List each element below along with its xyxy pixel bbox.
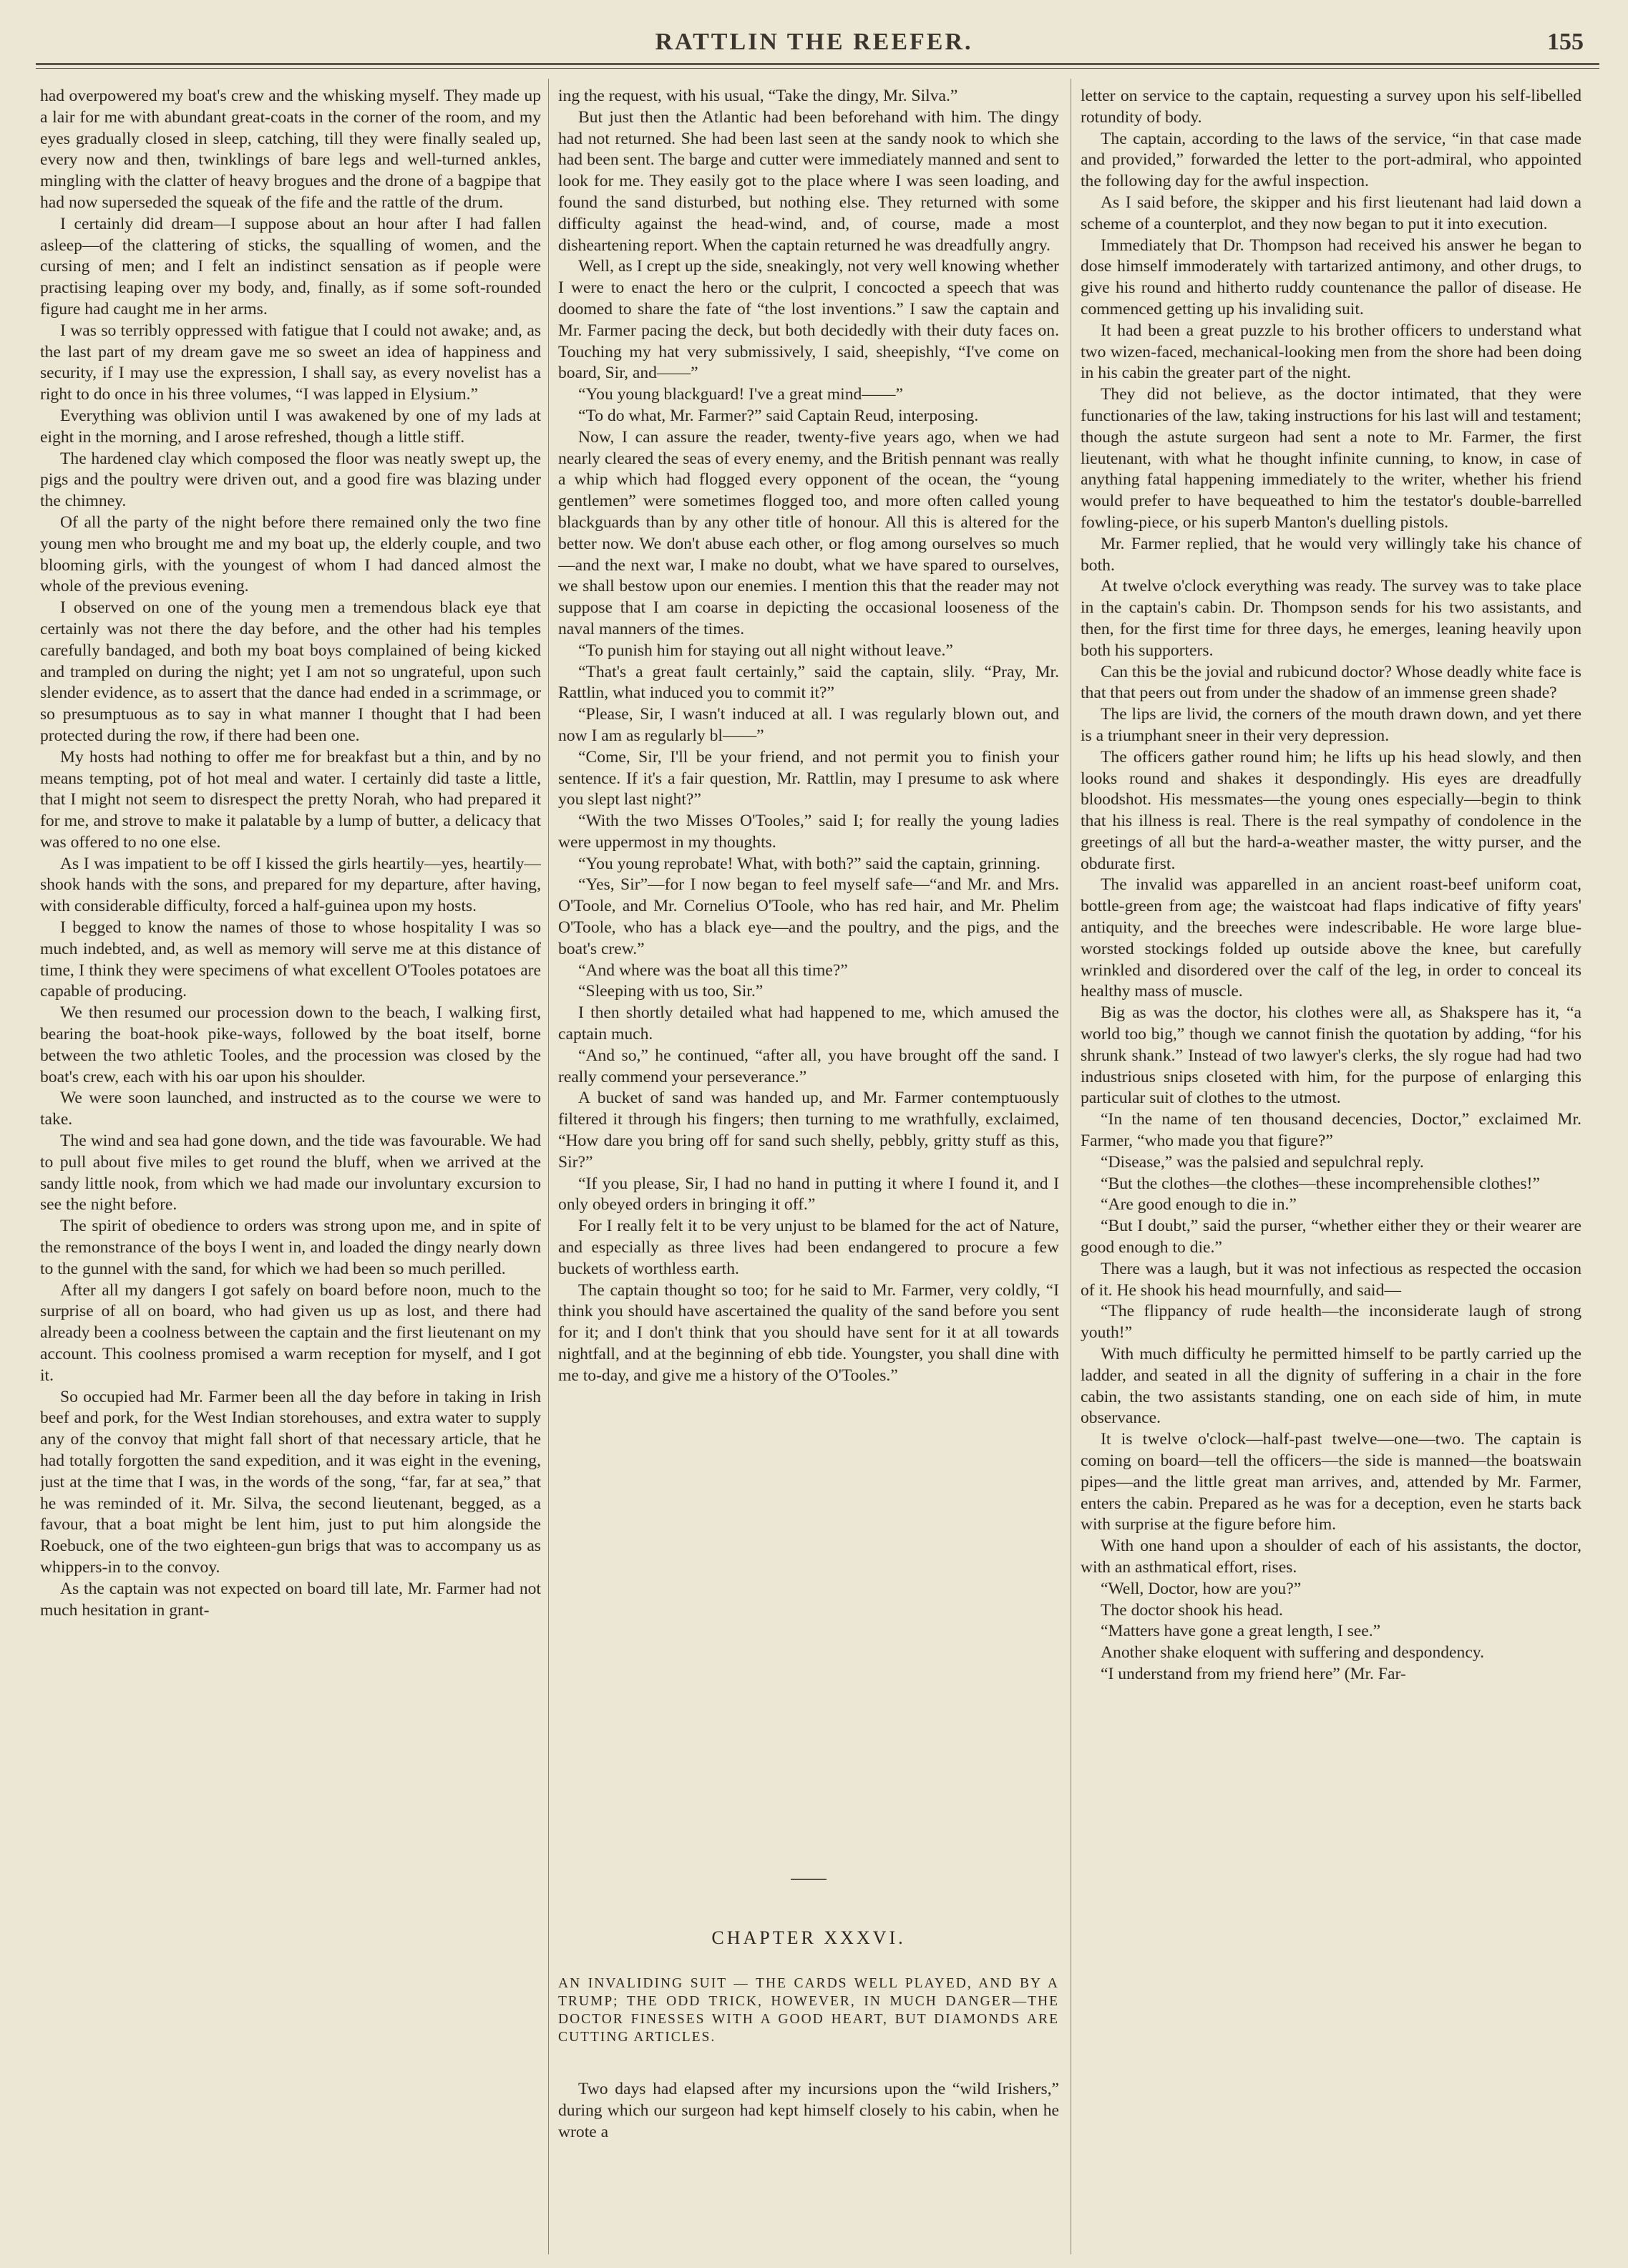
paragraph: “Come, Sir, I'll be your friend, and not permit you to finish your sentence. If it's a fair question, Mr. Rattlin, may I presume to ask where you slept last night?” — [558, 747, 1059, 809]
paragraph: “In the name of ten thousand decencies, Doctor,” exclaimed Mr. Farmer, “who made you that figure?” — [1081, 1110, 1581, 1151]
paragraph: They did not believe, as the doctor intimated, that they were functionaries of the law, taking instructions for his last will and testament; though the astute surgeon had sent a note to Mr. Farmer, the first lieutenant, with what he thought infinite cunning, to know, in case of anything fatal happening immediately to the writer, whether his friend would prefer to have bequeathed to him the testator's double-barrelled fowling-piece, or his superb Manton's duelling pistols. — [1081, 385, 1581, 532]
paragraph: Well, as I crept up the side, sneakingly, not very well knowing whether I were to enact the hero or the culprit, I concocted a speech that was doomed to share the fate of “the lost inventions.” I saw the captain and Mr. Farmer pacing the deck, but both decidedly with their duty faces on. Touching my hat very submissively, I said, sheepishly, “I've come on board, Sir, and——” — [558, 257, 1059, 383]
paragraph: “Are good enough to die in.” — [1101, 1195, 1297, 1215]
paragraph: The hardened clay which composed the floor was neatly swept up, the pigs and the poultry were driven out, and a good fire was blazing under the chimney. — [40, 449, 541, 511]
chapter-title: CHAPTER XXXVI. — [711, 1927, 906, 1948]
paragraph: With one hand upon a shoulder of each of his assistants, the doctor, with an asthmatical effort, rises. — [1081, 1537, 1581, 1577]
paragraph: But just then the Atlantic had been beforehand with him. The dingy had not returned. She had been last seen at the sandy nook to which she had been sent. The barge and cutter were immediately manned and sent to look for me. They easily got to the place where I was seen loading, and found the sand disturbed, but nothing else. They returned with some difficulty against the head-wind, and, of course, made a most disheartening report. When the captain returned he was dreadfully angry. — [558, 107, 1059, 255]
paragraph: “But the clothes—the clothes—these incomprehensible clothes!” — [1101, 1174, 1540, 1193]
paragraph: After all my dangers I got safely on board before noon, much to the surprise of all on board, who had given us up as lost, and there had already been a coolness between the captain and the first lieutenant on my account. This coolness promised a warm reception for myself, and I got it. — [40, 1280, 541, 1385]
paragraph: “Well, Doctor, how are you?” — [1101, 1579, 1302, 1598]
paragraph: “Yes, Sir”—for I now began to feel myself safe—“and Mr. and Mrs. O'Toole, and Mr. Cornelius O'Toole, who has red hair, and Mr. Phelim O'Toole, who has a black eye—and the poultry, and the pigs, and the boat's crew.” — [558, 875, 1059, 958]
paragraph: I then shortly detailed what had happened to me, which amused the captain much. — [558, 1003, 1059, 1044]
paragraph: We were soon launched, and instructed as to the course we were to take. — [40, 1089, 541, 1129]
paragraph: “With the two Misses O'Tooles,” said I; for really the young ladies were uppermost in my thoughts. — [558, 812, 1059, 852]
chapter-summary: AN INVALIDING SUIT — THE CARDS WELL PLAYED, AND BY A TRUMP; THE ODD TRICK, HOWEVER, IN MUCH DANGER—THE DOCTOR FINESSES WITH A GOOD HEART, BUT DIAMONDS ARE CUTTING ARTICLES. — [558, 1976, 1059, 2045]
paragraph: As I said before, the skipper and his first lieutenant had laid down a scheme of a counterplot, and they now began to put it into execution. — [1081, 193, 1581, 233]
chapter-divider — [791, 1879, 827, 1880]
paragraph: Big as was the doctor, his clothes were all, as Shakspere has it, “a world too big,” though we cannot finish the quotation by adding, “for his shrunk shank.” Instead of two lawyer's clerks, the sly rogue had had two industrious snips closeted with him, for the purpose of enlarging this particular suit of clothes to the utmost. — [1081, 1003, 1581, 1108]
paragraph: The officers gather round him; he lifts up his head slowly, and then looks round and shakes it despondingly. His eyes are dreadfully bloodshot. His messmates—the young ones especially—begin to think that his illness is real. There is the real sympathy of condolence in the greetings of all but the hard-a-weather master, the witty purser, and the obdurate first. — [1081, 747, 1581, 873]
paragraph: Everything was oblivion until I was awakened by one of my lads at eight in the morning, and I arose refreshed, though a little stiff. — [40, 406, 541, 447]
paragraph: The invalid was apparelled in an ancient roast-beef uniform coat, bottle-green from age; the waistcoat had flaps indicative of fifty years' antiquity, and the breeches were indescribable. He wore large blue-worsted stockings folded up outside above the knee, but carefully wrinkled and disordered over the calf of the leg, in order to conceal its healthy mass of muscle. — [1081, 875, 1581, 1001]
paragraph: A bucket of sand was handed up, and Mr. Farmer contemptuously filtered it through his fingers; then turning to me wrathfully, exclaimed, “How dare you bring off for sand such shelly, pebbly, gritty stuff as this, Sir?” — [558, 1089, 1059, 1172]
paragraph: The captain thought so too; for he said to Mr. Farmer, very coldly, “I think you should have ascertained the quality of the sand before you sent for it; and I don't think that you should have sent for it at all towards nightfall, and at the beginning of ebb tide. Youngster, you shall dine with me to-day, and give me a history of the O'Tooles.” — [558, 1280, 1059, 1385]
text-column-3 — [1081, 86, 1581, 2262]
paragraph: “And where was the boat all this time?” — [578, 960, 848, 980]
paragraph: “Please, Sir, I wasn't induced at all. I was regularly blown out, and now I am as regularly bl——” — [558, 705, 1059, 745]
paragraph: “If you please, Sir, I had no hand in putting it where I found it, and I only obeyed orders in bringing it off.” — [558, 1174, 1059, 1215]
paragraph: letter on service to the captain, requesting a survey upon his self-libelled rotundity of body. — [1081, 87, 1581, 127]
paragraph: “To do what, Mr. Farmer?” said Captain Reud, interposing. — [578, 406, 979, 425]
header-rule-thin — [36, 68, 1599, 69]
paragraph: Of all the party of the night before there remained only the two fine young men who brought me and my boat up, the elderly couple, and two blooming girls, with the youngest of whom I had danced almost the whole of the previous evening. — [40, 512, 541, 596]
paragraph: For I really felt it to be very unjust to be blamed for the act of Nature, and especially as three lives had been endangered to procure a few buckets of worthless earth. — [558, 1217, 1059, 1278]
paragraph: Mr. Farmer replied, that he would very willingly take his chance of both. — [1081, 534, 1581, 575]
paragraph: I begged to know the names of those to whose hospitality I was so much indebted, and, as well as memory will serve me at this distance of time, I think they were specimens of what excellent O'Tooles potatoes are capable of producing. — [40, 918, 541, 1001]
paragraph: “Disease,” was the palsied and sepulchral reply. — [1101, 1152, 1424, 1172]
paragraph: As the captain was not expected on board till late, Mr. Farmer had not much hesitation in grant- — [40, 1579, 541, 1620]
paragraph: The spirit of obedience to orders was strong upon me, and in spite of the remonstrance of the boys I went in, and loaded the dingy nearly down to the gunnel with the sand, for which we had been so much perilled. — [40, 1217, 541, 1278]
paragraph: “I understand from my friend here” (Mr. Far- — [1101, 1664, 1406, 1683]
paragraph: We then resumed our procession down to the beach, I walking first, bearing the boat-hook pike-ways, followed by the boat itself, borne between the two athletic Tooles, and the procession was closed by the boat's crew, each with his oar upon his shoulder. — [40, 1003, 541, 1086]
column-separator — [548, 79, 549, 2254]
paragraph: Immediately that Dr. Thompson had received his answer he began to dose himself immoderately with tartarized antimony, and other drugs, to give his round and hitherto ruddy countenance the pallor of disease. He commenced getting up his invaliding suit. — [1081, 235, 1581, 318]
paragraph: My hosts had nothing to offer me for breakfast but a thin, and by no means tempting, pot of hot meal and water. I certainly did taste a little, that I might not seem to disrespect the pretty Norah, who had prepared it for me, and strove to make it palatable by a lump of butter, a delicacy that was offered to no one else. — [40, 747, 541, 852]
paragraph: “You young reprobate! What, with both?” said the captain, grinning. — [578, 854, 1040, 873]
paragraph: I was so terribly oppressed with fatigue that I could not awake; and, as the last part of my dream gave me so sweet an idea of happiness and security, if I may use the expression, I shall say, as every novelist has a right to do once in his three volumes, “I was lapped in Elysium.” — [40, 321, 541, 404]
paragraph: I observed on one of the young men a tremendous black eye that certainly was not there the day before, and the other had his temples carefully bandaged, and both my boat boys complained of being kicked and trampled on during the night; yet I am not so ungrateful, upon such slender evidence, as to assert that the dance had ended in a scrimmage, or so presumptuous as to say in what manner I thought that I had been protected during the row, if there had been one. — [40, 598, 541, 745]
paragraph: “The flippancy of rude health—the inconsiderate laugh of strong youth!” — [1081, 1302, 1581, 1343]
paragraph: So occupied had Mr. Farmer been all the day before in taking in Irish beef and pork, for the West Indian storehouses, and extra water to supply any of the convoy that might fall short of that necessary article, that he had totally forgotten the sand expedition, and it was eight in the evening, just at the time that I was, in the words of the song, “far, far at sea,” that he was reminded of it. Mr. Silva, the second lieutenant, begged, as a favour, that a boat might be lent him, just to put him alongside the Roebuck, one of the two eighteen-gun brigs that was to accompany us as whippers-in to the convoy. — [40, 1387, 541, 1577]
chapter-opening: Two days had elapsed after my incursions upon the “wild Irishers,” during which our surgeon had kept himself closely to his cabin, when he wrote a — [558, 2080, 1059, 2141]
paragraph: Can this be the jovial and rubicund doctor? Whose deadly white face is that that peers out from under the shadow of an immense green shade? — [1081, 662, 1581, 703]
paragraph: “Matters have gone a great length, I see.” — [1101, 1622, 1381, 1641]
paragraph: Now, I can assure the reader, twenty-five years ago, when we had nearly cleared the seas of every enemy, and the British pennant was really a whip which had flogged every opponent of the ocean, the “young gentlemen” were sometimes flogged too, and more often called young blackguards than by any other title of honour. All this is altered for the better now. We don't abuse each other, or flog among ourselves so much—and the next war, I make no doubt, what we have spared to ourselves, we shall bestow upon our enemies. I mention this that the reader may not suppose that I am coarse in depicting the occasional looseness of the naval manners of the times. — [558, 427, 1059, 638]
paragraph: had overpowered my boat's crew and the whisking myself. They made up a lair for me with abundant great-coats in the corner of the room, and my eyes gradually closed in sleep, catching, till they were finally sealed up, every now and then, twinklings of bare legs and well-turned ankles, mingling with the clatter of heavy brogues and the drone of a bagpipe that had now superseded the squeak of the fife and the rattle of the drum. — [40, 87, 541, 212]
paragraph: I certainly did dream—I suppose about an hour after I had fallen asleep—of the clattering of sticks, the squalling of women, and the cursing of men; and I felt an indistinct sensation as if people were practising leaping over my body, and, finally, as if some soft-rounded figure had caught me in her arms. — [40, 214, 541, 318]
paragraph: Another shake eloquent with suffering and despondency. — [1101, 1643, 1484, 1663]
paragraph: “And so,” he continued, “after all, you have brought off the sand. I really commend your perseverance.” — [558, 1046, 1059, 1086]
paragraph: “Sleeping with us too, Sir.” — [578, 982, 764, 1001]
paragraph: There was a laugh, but it was not infectious as respected the occasion of it. He shook his head mournfully, and said— — [1081, 1259, 1581, 1300]
paragraph: The captain, according to the laws of the service, “in that case made and provided,” forwarded the letter to the port-admiral, who appointed the following day for the awful inspection. — [1081, 129, 1581, 191]
paragraph: ing the request, with his usual, “Take the dingy, Mr. Silva.” — [558, 87, 958, 105]
paragraph: “You young blackguard! I've a great mind——” — [578, 385, 903, 404]
running-title: RATTLIN THE REEFER. — [655, 29, 973, 55]
page-number: 155 — [1547, 29, 1584, 55]
paragraph: The doctor shook his head. — [1101, 1600, 1283, 1620]
paragraph: It is twelve o'clock—half-past twelve—one—two. The captain is coming on board—tell the officers—the side is manned—the boatswain pipes—and the little great man arrives, and, attended by Mr. Farmer, enters the cabin. Prepared as he was for a deception, even he starts back with surprise at the figure before him. — [1081, 1430, 1581, 1534]
paragraph: The lips are livid, the corners of the mouth drawn down, and yet there is a triumphant sneer in their very depression. — [1081, 705, 1581, 745]
paragraph: “To punish him for staying out all night without leave.” — [578, 641, 953, 660]
paragraph: At twelve o'clock everything was ready. The survey was to take place in the captain's cabin. Dr. Thompson sends for his two assistants, and then, for the first time for three days, he emerges, leaning heavily upon both his supporters. — [1081, 577, 1581, 660]
paragraph: With much difficulty he permitted himself to be partly carried up the ladder, and seated in all the dignity of suffering in a chair in the fore cabin, the two assistants standing, one on each side of him, in mute observance. — [1081, 1345, 1581, 1428]
paragraph: The wind and sea had gone down, and the tide was favourable. We had to pull about five miles to get round the bluff, when we arrived at the sandy little nook, from which we had made our involuntary excursion to see the night before. — [40, 1131, 541, 1215]
text-column-2 — [558, 86, 1059, 1875]
paragraph: “But I doubt,” said the purser, “whether either they or their wearer are good enough to die.” — [1081, 1217, 1581, 1257]
text-column-1 — [40, 86, 541, 2262]
header-rule — [36, 63, 1599, 65]
page-header — [36, 29, 1592, 57]
paragraph: “That's a great fault certainly,” said the captain, slily. “Pray, Mr. Rattlin, what induced you to commit it?” — [558, 662, 1059, 703]
paragraph: As I was impatient to be off I kissed the girls heartily—yes, heartily—shook hands with the sons, and prepared for my departure, after having, with considerable difficulty, forced a half-guinea upon my hosts. — [40, 854, 541, 916]
paragraph: It had been a great puzzle to his brother officers to understand what two wizen-faced, mechanical-looking men from the shore had been doing in his cabin the greater part of the night. — [1081, 321, 1581, 383]
chapter-section — [558, 1879, 1059, 2143]
